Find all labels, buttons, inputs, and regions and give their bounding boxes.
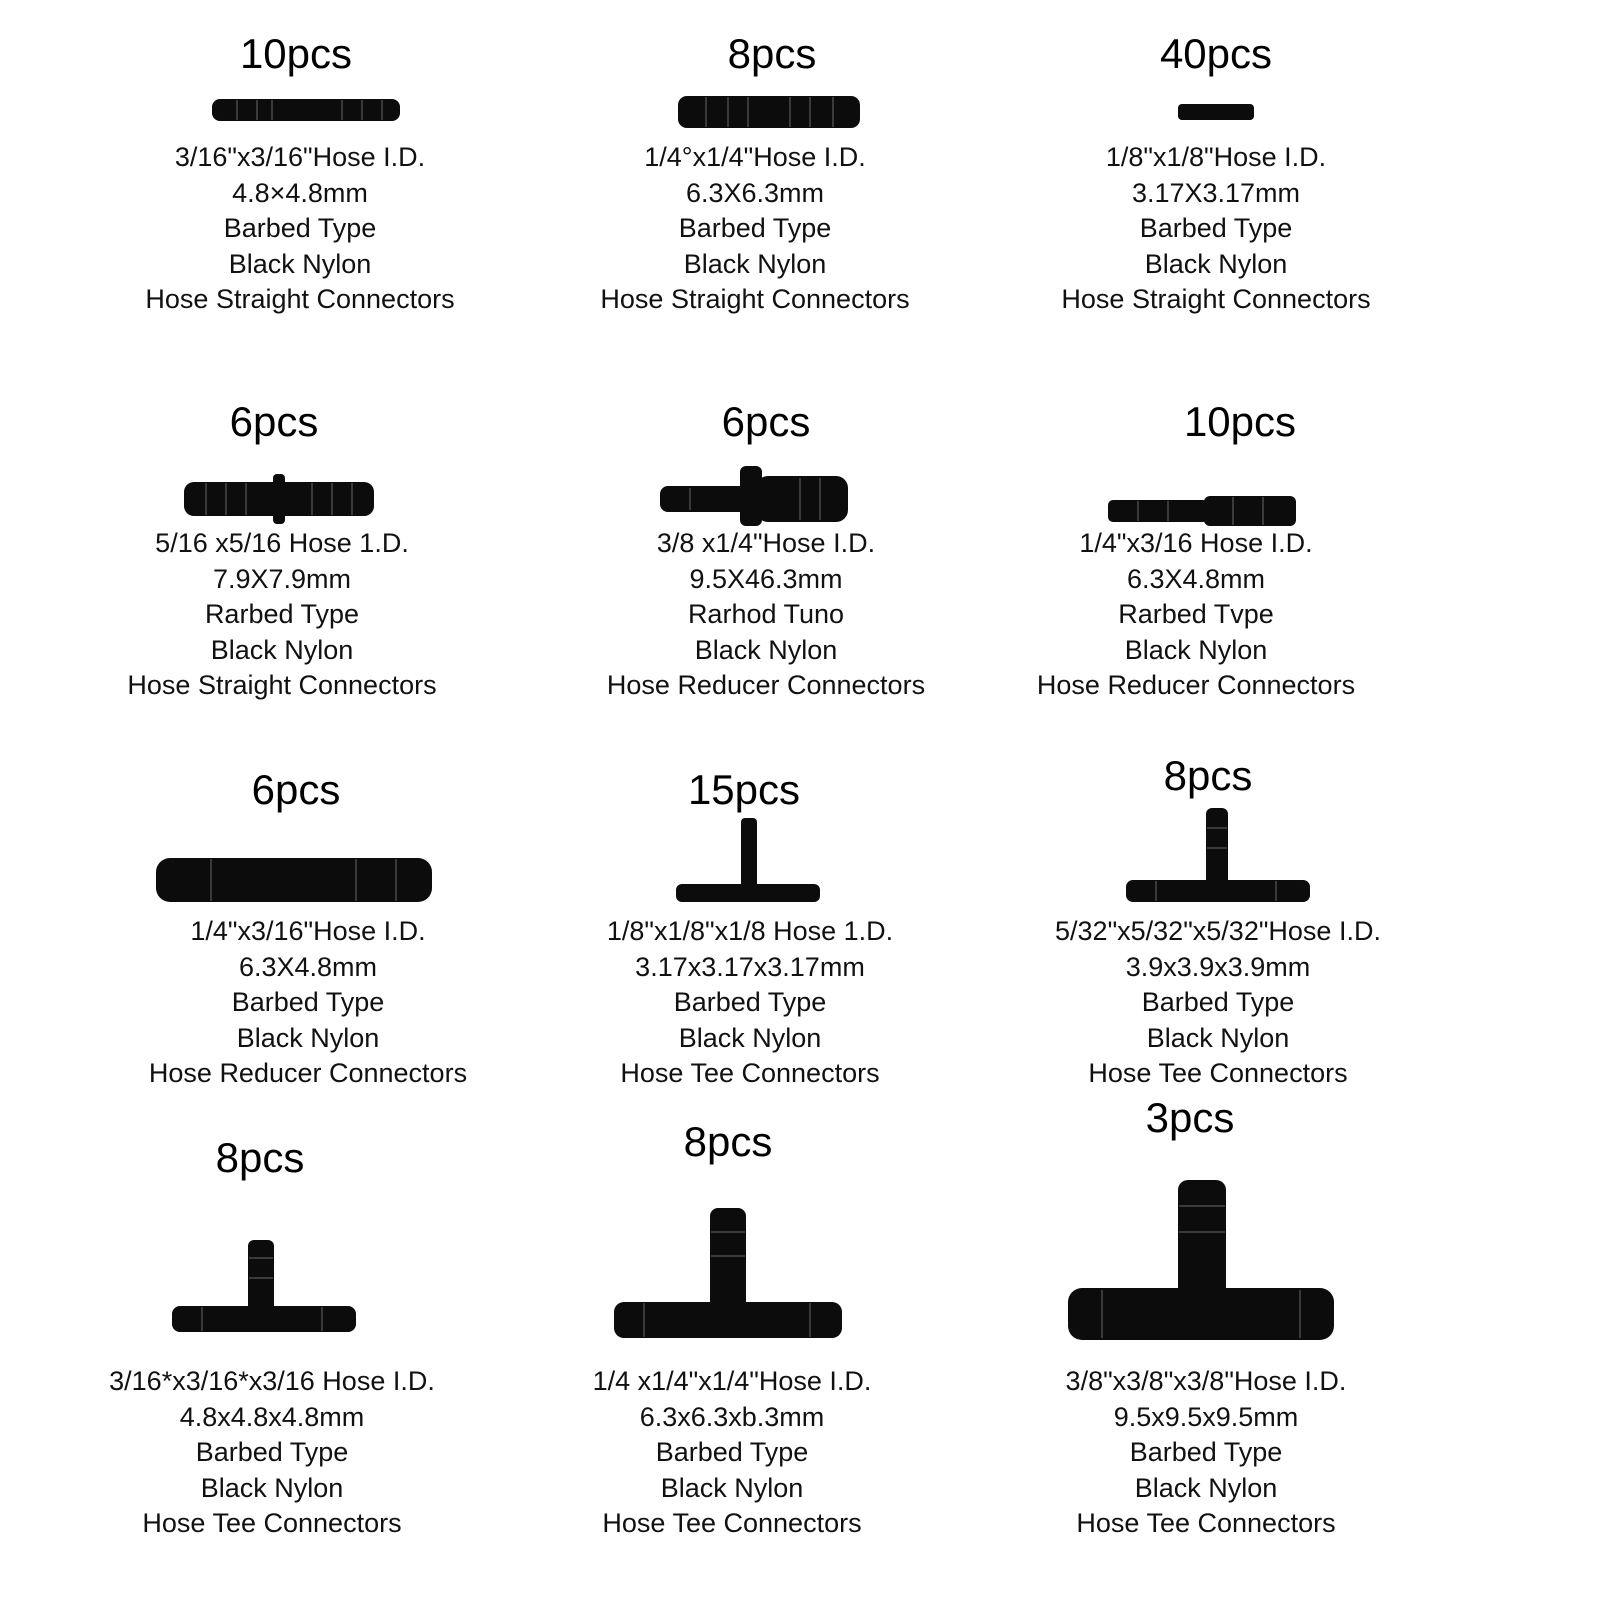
connector-name: Hose Tee Connectors — [602, 1508, 862, 1538]
straight-connector-image — [212, 96, 402, 126]
connector-name: Hose Straight Connectors — [127, 670, 437, 700]
metric-size: 9.5x9.5x9.5mm — [1113, 1401, 1299, 1432]
hose-size: 5/16 x5/16 Hose 1.D. — [155, 528, 409, 558]
item-specs — [986, 1364, 1426, 1542]
hose-size: 1/4"x3/16"Hose I.D. — [190, 916, 426, 946]
item-count: 8pcs — [727, 30, 817, 77]
connector-name: Hose Reducer Connectors — [1036, 670, 1356, 700]
item-specs — [80, 140, 520, 318]
item-specs — [52, 1364, 492, 1542]
metric-size: 3.17X3.17mm — [1131, 177, 1301, 208]
material: Black Nylon — [228, 248, 372, 279]
material: Black Nylon — [236, 1022, 380, 1053]
hose-size: 3/8 x1/4"Hose I.D. — [656, 528, 876, 558]
hose-size: 5/32"x5/32"x5/32"Hose I.D. — [1055, 916, 1381, 946]
metric-size: 4.8x4.8x4.8mm — [179, 1401, 365, 1432]
barb-type: Barbed Type — [231, 987, 385, 1017]
connector-name: Hose Straight Connectors — [600, 284, 910, 314]
hose-size: 3/16*x3/16*x3/16 Hose I.D. — [109, 1366, 435, 1396]
reducer-connector-image — [660, 466, 850, 526]
metric-size: 3.17x3.17x3.17mm — [635, 951, 865, 982]
metric-size: 3.9x3.9x3.9mm — [1125, 951, 1311, 982]
tee-connector-image — [172, 1240, 358, 1336]
straight-connector-image — [1178, 102, 1258, 122]
metric-size: 9.5X46.3mm — [689, 563, 843, 594]
material: Black Nylon — [678, 1022, 822, 1053]
tee-connector-image — [676, 818, 822, 908]
barb-type: Barbed Type — [195, 1437, 349, 1467]
material: Black Nylon — [210, 634, 354, 665]
metric-size: 6.3x6.3xb.3mm — [639, 1401, 825, 1432]
item-count: 10pcs — [239, 30, 353, 77]
material: Black Nylon — [694, 634, 838, 665]
hose-size: 3/8"x3/8"x3/8"Hose I.D. — [1065, 1366, 1347, 1396]
item-count: 6pcs — [251, 766, 341, 813]
metric-size: 6.3X4.8mm — [238, 951, 378, 982]
connector-name: Hose Tee Connectors — [620, 1058, 880, 1088]
material: Black Nylon — [1124, 634, 1268, 665]
item-specs — [62, 526, 502, 704]
item-specs — [530, 914, 970, 1092]
item-specs — [998, 914, 1438, 1092]
material: Black Nylon — [660, 1472, 804, 1503]
item-specs — [512, 1364, 952, 1542]
tee-connector-image — [1068, 1180, 1338, 1342]
item-specs — [546, 526, 986, 704]
hose-size: 3/16"x3/16"Hose I.D. — [174, 142, 426, 172]
straight-connector-image — [678, 94, 863, 130]
item-count: 8pcs — [215, 1134, 305, 1181]
metric-size: 6.3X6.3mm — [685, 177, 825, 208]
connector-name: Hose Tee Connectors — [1088, 1058, 1348, 1088]
hose-size: 1/4 x1/4"x1/4"Hose I.D. — [592, 1366, 872, 1396]
item-count: 6pcs — [229, 398, 319, 445]
connector-name: Hose Tee Connectors — [142, 1508, 402, 1538]
barb-type: Rarbed Type — [204, 599, 360, 629]
item-specs — [535, 140, 975, 318]
material: Black Nylon — [200, 1472, 344, 1503]
item-specs — [976, 526, 1416, 704]
hose-size: 1/4°x1/4"Hose I.D. — [644, 142, 866, 172]
connector-name: Hose Tee Connectors — [1076, 1508, 1336, 1538]
metric-size: 6.3X4.8mm — [1126, 563, 1266, 594]
material: Black Nylon — [1144, 248, 1288, 279]
barb-type: Barbed Type — [678, 213, 832, 243]
barb-type: Barbed Type — [1139, 213, 1293, 243]
metric-size: 4.8×4.8mm — [232, 177, 368, 208]
item-specs — [88, 914, 528, 1092]
hose-size: 1/8"x1/8"Hose I.D. — [1105, 142, 1327, 172]
item-count: 40pcs — [1159, 30, 1273, 77]
barb-type: Barbed Type — [1141, 987, 1295, 1017]
connector-name: Hose Reducer Connectors — [148, 1058, 468, 1088]
item-count: 3pcs — [1145, 1094, 1235, 1141]
material: Black Nylon — [683, 248, 827, 279]
barb-type: Barbed Type — [655, 1437, 809, 1467]
item-count: 15pcs — [687, 766, 801, 813]
connector-name: Hose Straight Connectors — [145, 284, 455, 314]
material: Black Nylon — [1134, 1472, 1278, 1503]
barb-type: Rarbed Tvpe — [1118, 599, 1274, 629]
straight-connector-image — [184, 474, 376, 524]
barb-type: Barbed Type — [1129, 1437, 1283, 1467]
material: Black Nylon — [1146, 1022, 1290, 1053]
connector-name: Hose Reducer Connectors — [606, 670, 926, 700]
item-count: 10pcs — [1183, 398, 1297, 445]
tee-connector-image — [1126, 808, 1312, 904]
connector-name: Hose Straight Connectors — [1061, 284, 1371, 314]
barb-type: Barbed Type — [223, 213, 377, 243]
tee-connector-image — [614, 1208, 846, 1342]
hose-size: 1/4"x3/16 Hose I.D. — [1079, 528, 1313, 558]
item-count: 8pcs — [1163, 752, 1253, 799]
reducer-connector-image — [1108, 494, 1298, 528]
metric-size: 7.9X7.9mm — [212, 563, 352, 594]
item-count: 6pcs — [721, 398, 811, 445]
barb-type: Barbed Type — [673, 987, 827, 1017]
item-specs — [996, 140, 1436, 318]
reducer-connector-image — [156, 856, 434, 904]
barb-type: Rarhod Tuno — [687, 599, 845, 629]
hose-size: 1/8"x1/8"x1/8 Hose 1.D. — [606, 916, 894, 946]
item-count: 8pcs — [683, 1118, 773, 1165]
